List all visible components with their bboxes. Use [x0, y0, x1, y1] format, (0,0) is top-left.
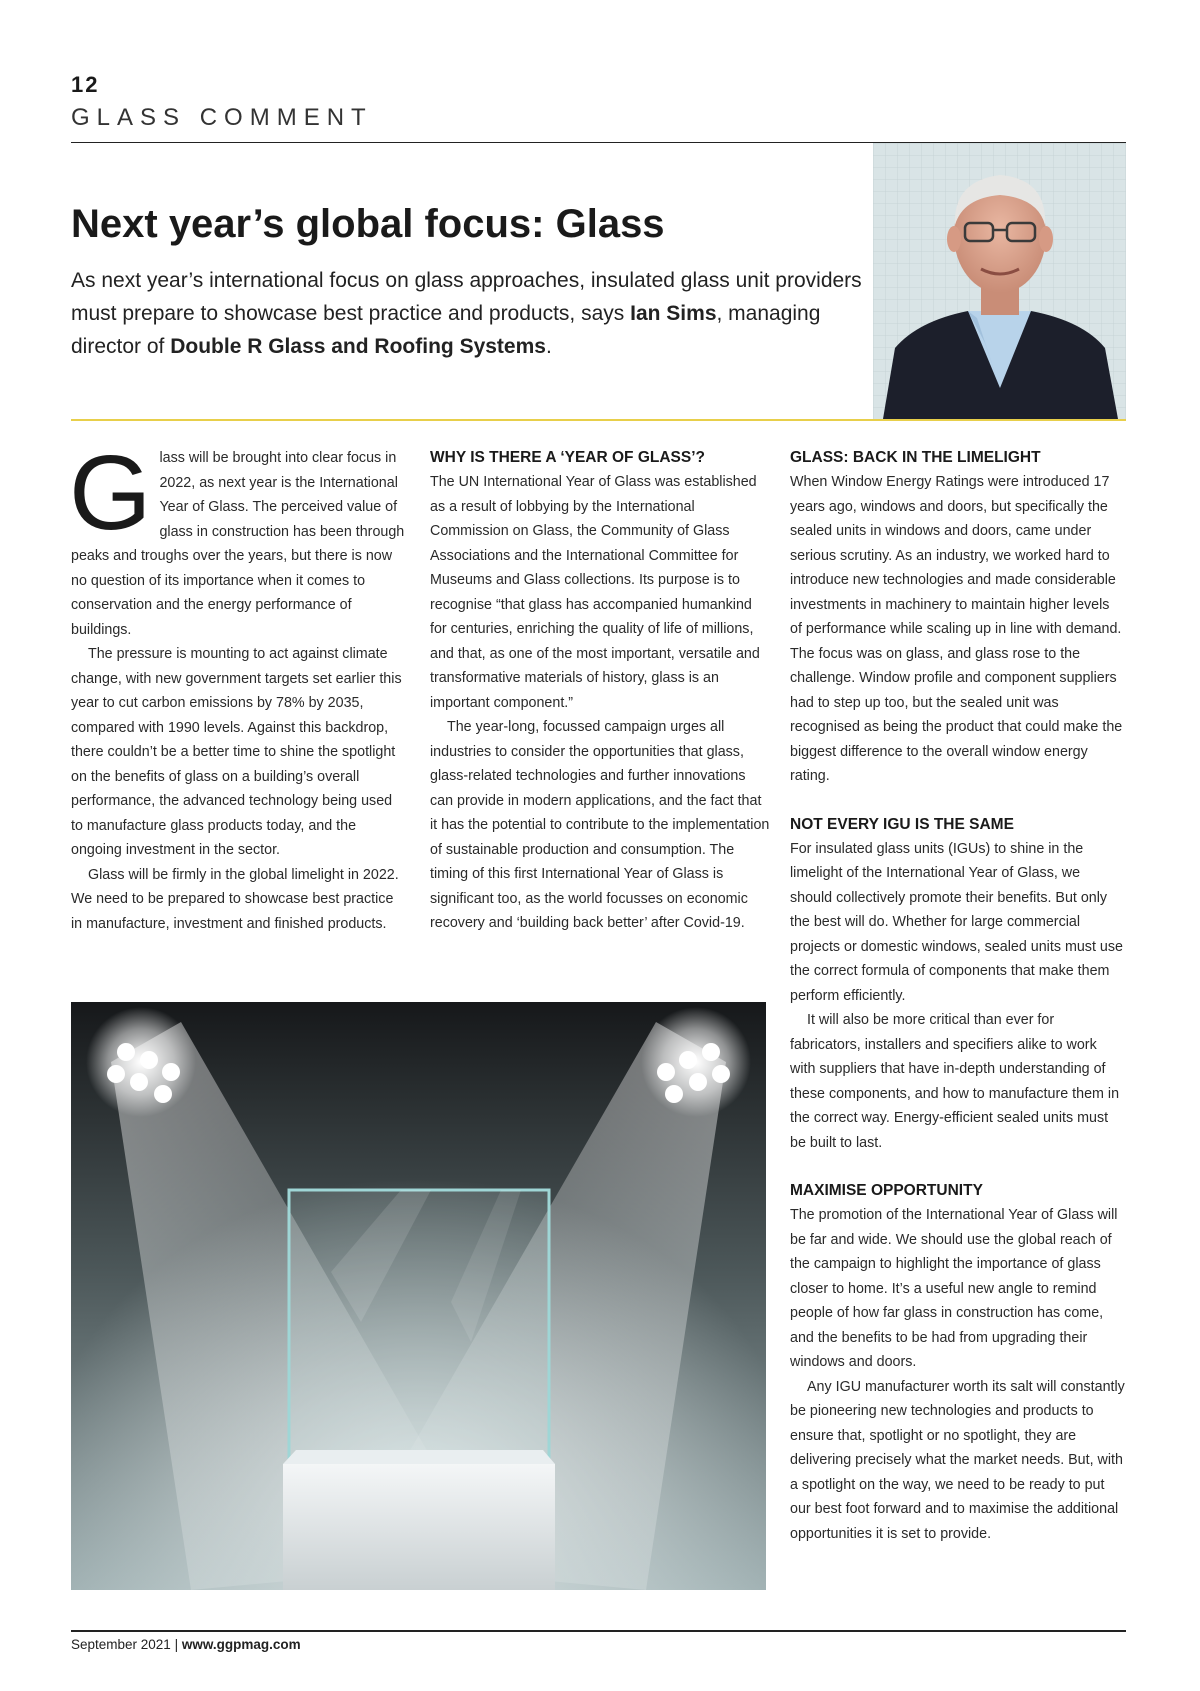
footer	[71, 1637, 301, 1652]
column2-paragraph-1: The UN International Year of Glass was established as a result of lobbying by the International Commission on Glass, the Community of Glass Associations and the International Committee for Museums and Glass collections. Its purpose is to recognise “that glass has accompanied humankind for centuries, enriching the quality of life of millions, and that, as one of the most important, versatile and transformative materials of history, glass is an important component.”	[430, 474, 760, 711]
column3-section1-paragraph-1: When Window Energy Ratings were introduced 17 years ago, windows and doors, but specifically the sealed units in windows and doors, came under serious scrutiny. As an industry, we worked hard to introduce new technologies and made considerable investments in machinery to maintain higher levels of performance while scaling up in line with demand. The focus was on glass, and glass rose to the challenge. Window profile and component suppliers had to step up too, but the sealed unit was recognised as being the product that could make the biggest difference to the overall window energy rating.	[790, 474, 1123, 784]
column3-section2-paragraph-1: For insulated glass units (IGUs) to shine in the limelight of the International Year of Glass, we should collectively promote their benefits. But only the best will do. Whether for large commercial projects or domestic windows, sealed units must use the correct formula of components that make them perform efficiently.	[790, 840, 1123, 1004]
standfirst-text-2: , managing director of	[71, 302, 821, 358]
footer-website-link[interactable]: www.ggpmag.com	[181, 1637, 301, 1652]
column3-section3-paragraph-2: Any IGU manufacturer worth its salt will constantly be pioneering new technologies and products to ensure that, spotlight or no spotlight, they are delivering precisely what the market needs. But, with a spotlight on the way, we need to be ready to put our best foot forward and to maximise the additional opportunities it is set to provide.	[790, 1378, 1125, 1542]
section-title: GLASS COMMENT	[71, 104, 373, 131]
yellow-divider	[71, 419, 1126, 421]
column-3	[790, 446, 1125, 1546]
spotlight-glass-case-illustration	[71, 1002, 766, 1590]
article-headline: Next year’s global focus: Glass	[71, 202, 665, 246]
author-portrait-photo	[873, 143, 1126, 419]
column-2	[430, 446, 770, 936]
column3-heading-3: MAXIMISE OPPORTUNITY	[790, 1182, 983, 1199]
company-name: Double R Glass and Roofing Systems	[170, 335, 546, 358]
bottom-divider	[71, 1630, 1126, 1632]
author-name: Ian Sims	[630, 302, 717, 325]
column1-paragraph-2: The pressure is mounting to act against climate change, with new government targets set earlier this year to cut carbon emissions by 78% by 2035, compared with 1990 levels. Against this backdrop, there couldn’t be a better time to shine the spotlight on the benefits of glass on a building’s overall performance, the advanced technology being used to manufacture glass products today, and the ongoing investment in the sector.	[71, 646, 402, 858]
column3-section2-paragraph-2: It will also be more critical than ever for fabricators, installers and specifiers alike to work with suppliers that have in-depth understanding of these components, and how to manufacture them in the correct way. Energy-efficient sealed units must be built to last.	[790, 1012, 1120, 1151]
standfirst-text-3: .	[545, 335, 552, 358]
column3-heading-2: NOT EVERY IGU IS THE SAME	[790, 815, 1014, 833]
page-number: 12	[71, 72, 100, 97]
drop-cap: G	[69, 434, 152, 552]
column-1	[69, 434, 406, 936]
column1-paragraph-3: Glass will be firmly in the global limelight in 2022. We need to be prepared to showcase best practice in manufacture, investment and finished products.	[71, 866, 399, 932]
standfirst-text-1: As next year’s international focus on glass approaches, insulated glass unit providers must prepare to showcase best practice and products, says	[71, 269, 862, 325]
column3-heading-1: GLASS: BACK IN THE LIMELIGHT	[790, 449, 1041, 466]
article-standfirst	[71, 264, 871, 363]
column2-heading: WHY IS THERE A ‘YEAR OF GLASS’?	[430, 449, 706, 466]
column3-section3-paragraph-1: The promotion of the International Year of Glass will be far and wide. We should use the global reach of the campaign to highlight the importance of glass closer to home. It’s a useful new angle to remind people of how far glass in construction has come, and the benefits to be had from upgrading their windows and doors.	[790, 1207, 1118, 1370]
column2-paragraph-2: The year-long, focussed campaign urges all industries to consider the opportunities that glass, glass-related technologies and further innovations can provide in modern applications, and the fact that it has the potential to contribute to the implementation of sustainable production and consumption. The timing of this first International Year of Glass is significant too, as the world focusses on economic recovery and ‘building back better’ after Covid-19.	[430, 719, 770, 931]
column1-paragraph-1: lass will be brought into clear focus in 2022, as next year is the International Year of Glass. The perceived value of glass in construction has been through peaks and troughs over the years, but there is now no question of its importance when it comes to conservation and the energy performance of buildings.	[71, 450, 405, 638]
footer-date: September 2021 |	[71, 1637, 182, 1652]
